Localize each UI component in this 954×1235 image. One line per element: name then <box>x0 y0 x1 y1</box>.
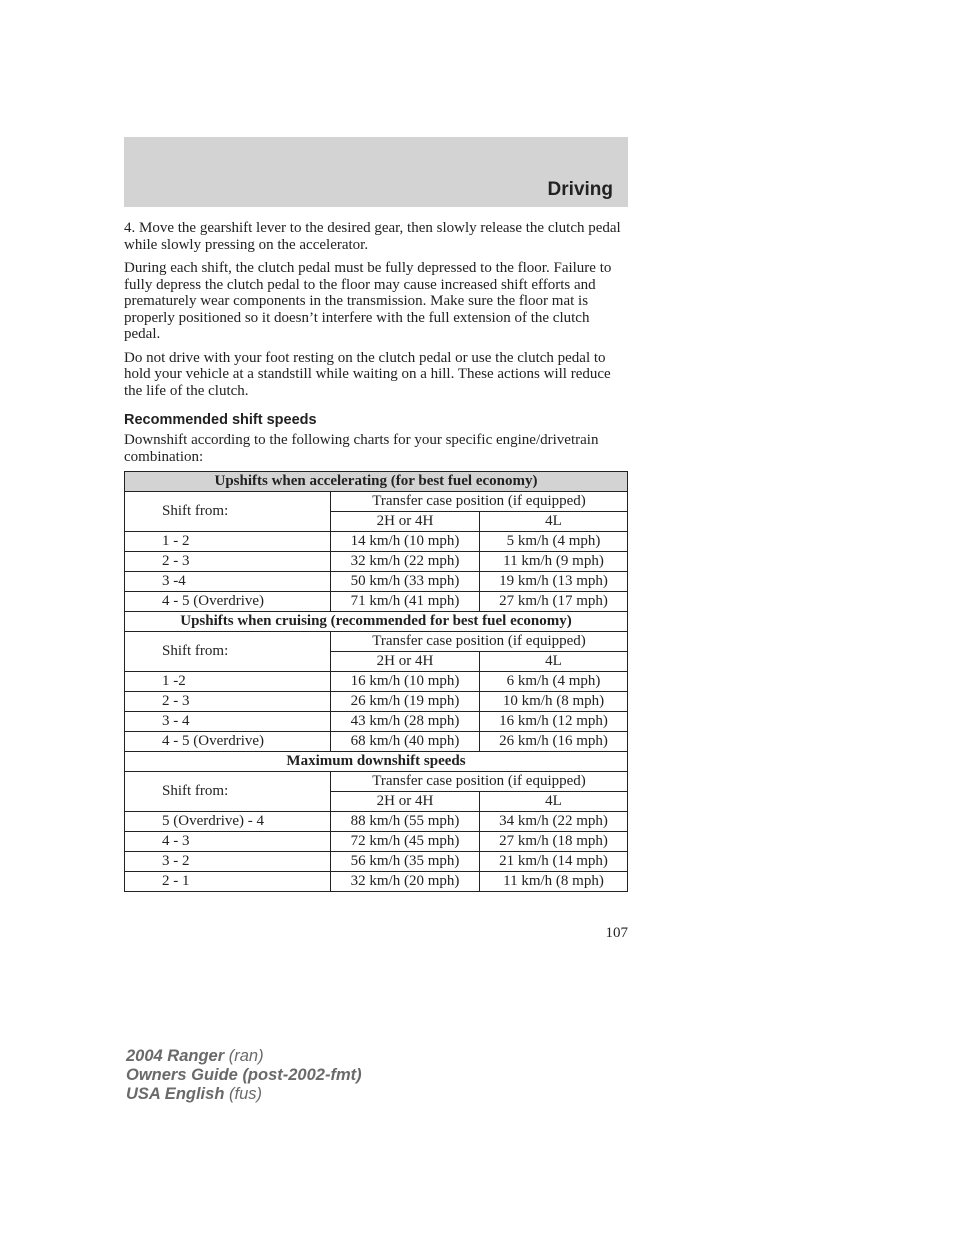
table-row <box>125 872 628 892</box>
header-row <box>125 492 628 512</box>
section-title-cell: Upshifts when cruising (recommended for best fuel economy) <box>125 612 628 632</box>
table-row <box>125 592 628 612</box>
shift-from-header: Shift from: <box>125 632 331 672</box>
col-2h-4h-header: 2H or 4H <box>331 792 480 812</box>
section-title-cell: Maximum downshift speeds <box>125 752 628 772</box>
table-row <box>125 732 628 752</box>
shift-from-header: Shift from: <box>125 772 331 812</box>
speed-4l-cell: 16 km/h (12 mph) <box>480 712 628 732</box>
speed-2h-4h-cell: 50 km/h (33 mph) <box>331 572 480 592</box>
shift-from-cell: 2 - 3 <box>125 692 331 712</box>
footer-line-2: Owners Guide (post-2002-fmt) <box>126 1066 362 1084</box>
subheading: Recommended shift speeds <box>124 412 317 428</box>
speed-2h-4h-cell: 14 km/h (10 mph) <box>331 532 480 552</box>
transfer-case-header: Transfer case position (if equipped) <box>331 632 628 652</box>
speed-4l-cell: 11 km/h (9 mph) <box>480 552 628 572</box>
speed-2h-4h-cell: 68 km/h (40 mph) <box>331 732 480 752</box>
col-4l-header: 4L <box>480 652 628 672</box>
shift-from-cell: 5 (Overdrive) - 4 <box>125 812 331 832</box>
section-title-row <box>125 472 628 492</box>
speed-2h-4h-cell: 71 km/h (41 mph) <box>331 592 480 612</box>
table-row <box>125 552 628 572</box>
table-row <box>125 712 628 732</box>
shift-from-cell: 1 -2 <box>125 672 331 692</box>
speed-4l-cell: 10 km/h (8 mph) <box>480 692 628 712</box>
speed-4l-cell: 6 km/h (4 mph) <box>480 672 628 692</box>
speed-4l-cell: 26 km/h (16 mph) <box>480 732 628 752</box>
col-2h-4h-header: 2H or 4H <box>331 512 480 532</box>
speed-2h-4h-cell: 88 km/h (55 mph) <box>331 812 480 832</box>
speed-4l-cell: 11 km/h (8 mph) <box>480 872 628 892</box>
col-2h-4h-header: 2H or 4H <box>331 652 480 672</box>
section-title: Driving <box>547 179 613 200</box>
table-row <box>125 832 628 852</box>
shift-from-cell: 4 - 5 (Overdrive) <box>125 732 331 752</box>
shift-speeds-table <box>124 471 628 892</box>
col-4l-header: 4L <box>480 512 628 532</box>
document-footer <box>126 1047 362 1104</box>
speed-4l-cell: 5 km/h (4 mph) <box>480 532 628 552</box>
speed-2h-4h-cell: 32 km/h (22 mph) <box>331 552 480 572</box>
speed-4l-cell: 27 km/h (18 mph) <box>480 832 628 852</box>
intro-paragraph: Downshift according to the following charts for your specific engine/drivetrain combination: <box>124 432 599 465</box>
speed-2h-4h-cell: 32 km/h (20 mph) <box>331 872 480 892</box>
shift-from-cell: 3 -4 <box>125 572 331 592</box>
section-title-row <box>125 752 628 772</box>
speed-4l-cell: 19 km/h (13 mph) <box>480 572 628 592</box>
table-row <box>125 812 628 832</box>
table-row <box>125 672 628 692</box>
shift-from-cell: 3 - 4 <box>125 712 331 732</box>
shift-from-cell: 3 - 2 <box>125 852 331 872</box>
clutch-depress-paragraph: During each shift, the clutch pedal must be fully depressed to the floor. Failure to fully depress the clutch pedal to the floor may cause increased shift efforts and prematurely wear components in the transmission. Make sure the floor mat is properly positioned so it doesn’t interfere with the full extension of the clutch pedal. <box>124 260 612 342</box>
speed-2h-4h-cell: 43 km/h (28 mph) <box>331 712 480 732</box>
transfer-case-header: Transfer case position (if equipped) <box>331 772 628 792</box>
speed-2h-4h-cell: 26 km/h (19 mph) <box>331 692 480 712</box>
header-row <box>125 632 628 652</box>
speed-4l-cell: 27 km/h (17 mph) <box>480 592 628 612</box>
transfer-case-header: Transfer case position (if equipped) <box>331 492 628 512</box>
shift-from-header: Shift from: <box>125 492 331 532</box>
shift-from-cell: 4 - 5 (Overdrive) <box>125 592 331 612</box>
clutch-resting-paragraph: Do not drive with your foot resting on the clutch pedal or use the clutch pedal to hold your vehicle at a standstill while waiting on a hill. These actions will reduce the life of the clutch. <box>124 349 611 399</box>
col-4l-header: 4L <box>480 792 628 812</box>
table-row <box>125 692 628 712</box>
speed-2h-4h-cell: 72 km/h (45 mph) <box>331 832 480 852</box>
page-number: 107 <box>605 925 628 941</box>
header-row <box>125 772 628 792</box>
footer-line-1: 2004 Ranger (ran) <box>126 1047 264 1065</box>
page-content <box>124 220 628 892</box>
shift-from-cell: 1 - 2 <box>125 532 331 552</box>
section-title-cell: Upshifts when accelerating (for best fuel economy) <box>125 472 628 492</box>
speed-2h-4h-cell: 56 km/h (35 mph) <box>331 852 480 872</box>
step-4-paragraph: 4. Move the gearshift lever to the desired gear, then slowly release the clutch pedal while slowly pressing on the accelerator. <box>124 220 621 253</box>
table-row <box>125 852 628 872</box>
section-header-band <box>124 137 628 207</box>
shift-from-cell: 4 - 3 <box>125 832 331 852</box>
section-title-row <box>125 612 628 632</box>
shift-from-cell: 2 - 1 <box>125 872 331 892</box>
table-row <box>125 572 628 592</box>
shift-from-cell: 2 - 3 <box>125 552 331 572</box>
speed-4l-cell: 21 km/h (14 mph) <box>480 852 628 872</box>
table-row <box>125 532 628 552</box>
speed-2h-4h-cell: 16 km/h (10 mph) <box>331 672 480 692</box>
footer-line-3: USA English (fus) <box>126 1085 262 1103</box>
speed-4l-cell: 34 km/h (22 mph) <box>480 812 628 832</box>
